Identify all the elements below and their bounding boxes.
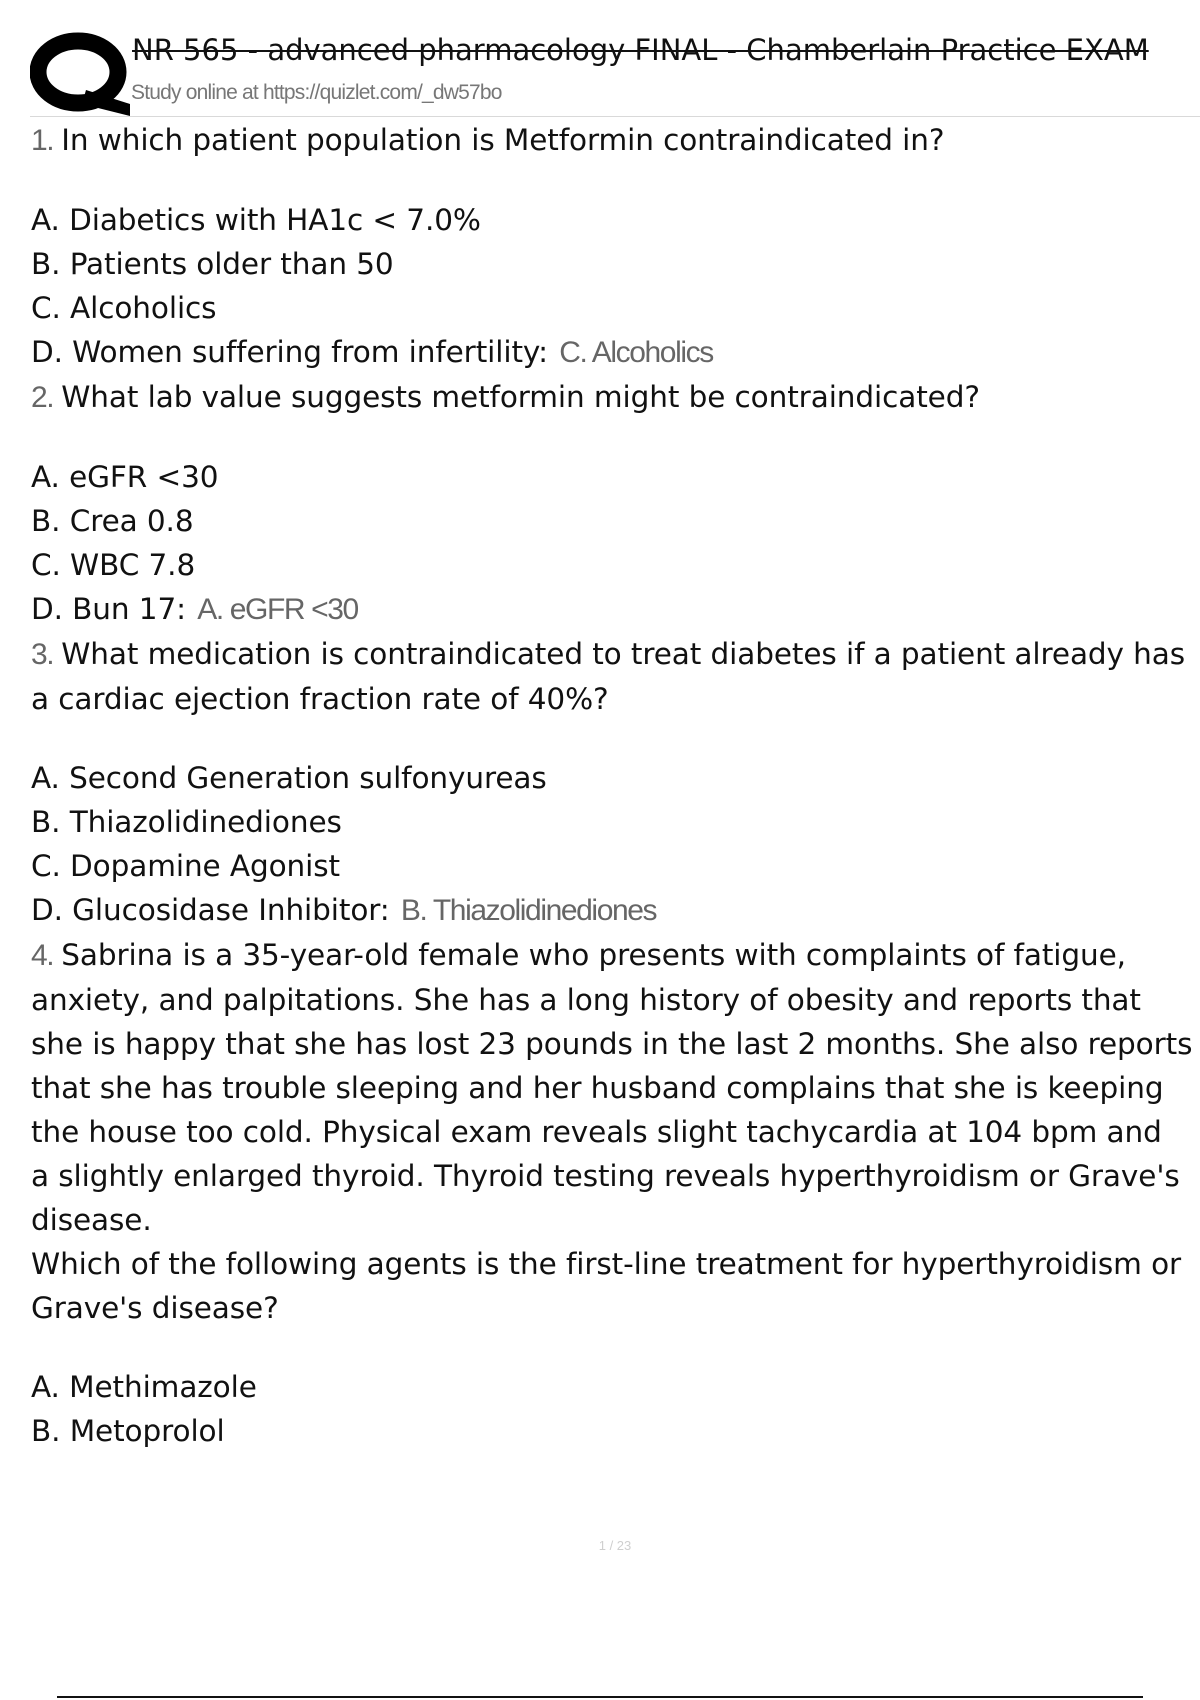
question-spacer <box>31 163 1200 198</box>
question-stem-line: that she has trouble sleeping and her husband complains that she is keeping <box>31 1071 1164 1105</box>
question-number: 3. <box>31 638 54 671</box>
answer-option-c: C. Alcoholics <box>31 291 217 325</box>
question-stem-line <box>31 118 1200 163</box>
correct-answer: A. eGFR <30 <box>197 593 358 626</box>
question-spacer <box>31 1330 1200 1365</box>
question-stem-line: disease. <box>31 1203 152 1237</box>
question-stem-line: the house too cold. Physical exam reveals slight tachycardia at 104 bpm and <box>31 1115 1162 1149</box>
document-title: NR 565 - advanced pharmacology FINAL - Chamberlain Practice EXAM <box>132 33 1149 67</box>
answer-option-c: C. WBC 7.8 <box>31 548 196 582</box>
correct-answer: C. Alcoholics <box>559 336 713 369</box>
question-stem-line: Which of the following agents is the first-line treatment for hyperthyroidism or <box>31 1247 1182 1281</box>
question-spacer <box>31 721 1200 756</box>
question-number: 2. <box>31 381 54 414</box>
answer-option-d: D. Glucosidase Inhibitor: <box>31 893 390 927</box>
question-stem-line <box>31 375 1200 420</box>
question-1 <box>31 118 1200 375</box>
question-stem-line: a cardiac ejection fraction rate of 40%? <box>31 682 609 716</box>
footer-divider <box>57 1696 1143 1698</box>
question-stem-line: Grave's disease? <box>31 1291 279 1325</box>
answer-option-c: C. Dopamine Agonist <box>31 849 340 883</box>
answer-option-b: B. Metoprolol <box>31 1414 225 1448</box>
answer-option-a: A. Diabetics with HA1c < 7.0% <box>31 203 481 237</box>
answer-option-d-line <box>31 587 1200 632</box>
answer-option-a: A. eGFR <30 <box>31 460 219 494</box>
question-stem-line: a slightly enlarged thyroid. Thyroid testing reveals hyperthyroidism or Grave's <box>31 1159 1180 1193</box>
study-online-link[interactable]: Study online at https://quizlet.com/_dw57bo <box>131 81 502 104</box>
answer-option-d: D. Bun 17: <box>31 592 186 626</box>
answer-option-a: A. Second Generation sulfonyureas <box>31 761 547 795</box>
answer-option-a: A. Methimazole <box>31 1370 257 1404</box>
question-stem-line: anxiety, and palpitations. She has a long history of obesity and reports that <box>31 983 1141 1017</box>
question-4 <box>31 933 1200 1453</box>
question-list <box>31 118 1200 1453</box>
question-stem: Sabrina is a 35-year-old female who presents with complaints of fatigue, <box>61 938 1126 972</box>
answer-option-b: B. Crea 0.8 <box>31 504 194 538</box>
question-stem: What medication is contraindicated to treat diabetes if a patient already has <box>61 637 1186 671</box>
question-stem-line <box>31 933 1200 978</box>
question-stem: In which patient population is Metformin contraindicated in? <box>61 123 945 157</box>
question-number: 1. <box>31 124 54 157</box>
quizlet-q-logo-icon <box>30 32 142 116</box>
question-3 <box>31 632 1200 933</box>
question-2 <box>31 375 1200 632</box>
answer-option-d-line <box>31 330 1200 375</box>
question-number: 4. <box>31 939 54 972</box>
document-header <box>30 30 1200 117</box>
answer-option-d: D. Women suffering from infertility: <box>31 335 548 369</box>
answer-option-d-line <box>31 888 1200 933</box>
page-number: 1 / 23 <box>598 1538 632 1553</box>
question-spacer <box>31 420 1200 455</box>
correct-answer: B. Thiazolidinediones <box>400 894 657 927</box>
answer-option-b: B. Thiazolidinediones <box>31 805 342 839</box>
question-stem-line <box>31 632 1200 677</box>
question-stem-line: she is happy that she has lost 23 pounds in the last 2 months. She also reports <box>31 1027 1193 1061</box>
question-stem: What lab value suggests metformin might be contraindicated? <box>61 380 980 414</box>
answer-option-b: B. Patients older than 50 <box>31 247 394 281</box>
